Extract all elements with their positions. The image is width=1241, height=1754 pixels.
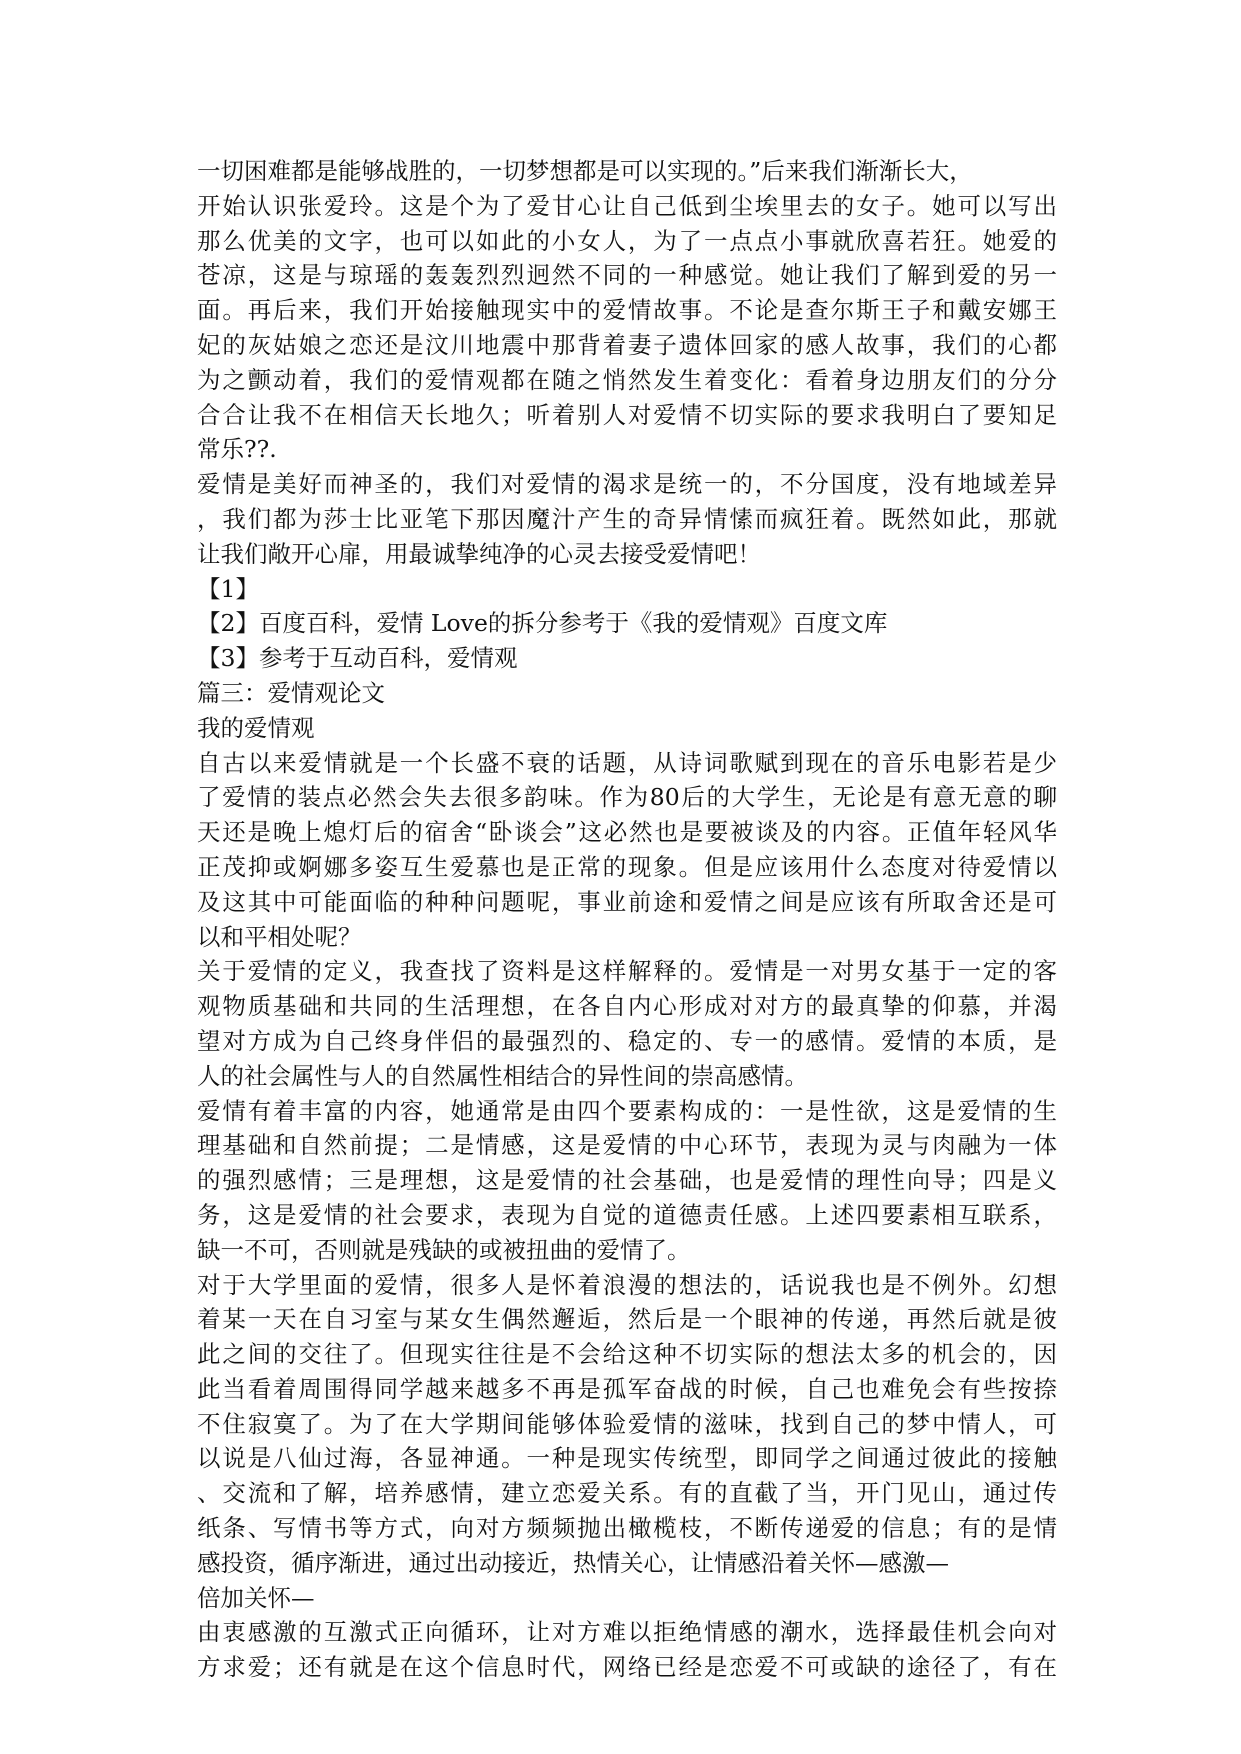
text-line: 【2】百度百科，爱情 Love的拆分参考于《我的爱情观》百度文库: [197, 609, 888, 638]
text-line: 让我们敞开心扉，用最诚挚纯净的心灵去接受爱情吧！: [197, 539, 761, 568]
text-line: 缺一不可，否则就是残缺的或被扭曲的爱情了。: [197, 1235, 691, 1264]
text-line: 观物质基础和共同的生活理想，在各自内心形成对对方的最真挚的仰慕，并渴: [197, 992, 1057, 1021]
text-line: 常乐??.: [197, 435, 277, 464]
text-line: 望对方成为自己终身伴侣的最强烈的、稳定的、专一的感情。爱情的本质，是: [197, 1026, 1057, 1055]
text-line: 【3】参考于互动百科，爱情观: [197, 644, 518, 673]
text-line: 关于爱情的定义，我查找了资料是这样解释的。爱情是一对男女基于一定的客: [197, 957, 1057, 986]
text-line: 面。再后来，我们开始接触现实中的爱情故事。不论是查尔斯王子和戴安娜王: [197, 296, 1057, 325]
text-line: 人的社会属性与人的自然属性相结合的异性间的崇高感情。: [197, 1061, 808, 1090]
text-line: ，我们都为莎士比亚笔下那因魔汁产生的奇异情愫而疯狂着。既然如此，那就: [197, 504, 1057, 533]
text-line: 纸条、写情书等方式，向对方频频抛出橄榄枝，不断传递爱的信息；有的是情: [197, 1514, 1057, 1543]
text-line: 理基础和自然前提；二是情感，这是爱情的中心环节，表现为灵与肉融为一体: [197, 1131, 1057, 1160]
document-body: [197, 154, 1057, 1685]
text-line: 以和平相处呢？: [197, 922, 362, 951]
text-line: 篇三：爱情观论文: [197, 678, 385, 707]
text-line: 此之间的交往了。但现实往往是不会给这种不切实际的想法太多的机会的，因: [197, 1340, 1057, 1369]
text-line: 开始认识张爱玲。这是个为了爱甘心让自己低到尘埃里去的女子。她可以写出: [197, 191, 1057, 220]
text-line: 合合让我不在相信天长地久；听着别人对爱情不切实际的要求我明白了要知足: [197, 400, 1057, 429]
text-line: 此当看着周围得同学越来越多不再是孤军奋战的时候，自己也难免会有些按捺: [197, 1374, 1057, 1403]
text-line: 由衷感激的互激式正向循环，让对方难以拒绝情感的潮水，选择最佳机会向对: [197, 1618, 1057, 1647]
text-line: 为之颤动着，我们的爱情观都在随之悄然发生着变化：看着身边朋友们的分分: [197, 365, 1057, 394]
text-line: 天还是晚上熄灯后的宿舍“卧谈会”这必然也是要被谈及的内容。正值年轻风华: [197, 818, 1057, 847]
text-line: 务，这是爱情的社会要求，表现为自觉的道德责任感。上述四要素相互联系，: [197, 1200, 1057, 1229]
text-line: 一切困难都是能够战胜的，一切梦想都是可以实现的。”后来我们渐渐长大，: [197, 157, 973, 185]
text-line: 以说是八仙过海，各显神通。一种是现实传统型，即同学之间通过彼此的接触: [197, 1444, 1057, 1473]
text-line: 我的爱情观: [197, 713, 315, 742]
text-line: 爱情有着丰富的内容，她通常是由四个要素构成的：一是性欲，这是爱情的生: [197, 1096, 1057, 1125]
text-line: 对于大学里面的爱情，很多人是怀着浪漫的想法的，话说我也是不例外。幻想: [197, 1270, 1057, 1299]
text-line: 了爱情的装点必然会失去很多韵味。作为80后的大学生，无论是有意无意的聊: [197, 783, 1057, 812]
text-line: 自古以来爱情就是一个长盛不衰的话题，从诗词歌赋到现在的音乐电影若是少: [197, 748, 1057, 777]
text-line: 爱情是美好而神圣的，我们对爱情的渴求是统一的，不分国度，没有地域差异: [197, 470, 1057, 499]
text-line: 【1】: [197, 574, 259, 603]
text-line: 着某一天在自习室与某女生偶然邂逅，然后是一个眼神的传递，再然后就是彼: [197, 1305, 1057, 1334]
text-line: 及这其中可能面临的种种问题呢，事业前途和爱情之间是应该有所取舍还是可: [197, 887, 1057, 916]
text-line: 苍凉，这是与琼瑶的轰轰烈烈迥然不同的一种感觉。她让我们了解到爱的另一: [197, 261, 1057, 290]
text-line: 不住寂寞了。为了在大学期间能够体验爱情的滋味，找到自己的梦中情人，可: [197, 1409, 1057, 1438]
text-line: 、交流和了解，培养感情，建立恋爱关系。有的直截了当，开门见山，通过传: [197, 1479, 1057, 1508]
text-line: 正茂抑或婀娜多姿互生爱慕也是正常的现象。但是应该用什么态度对待爱情以: [197, 852, 1057, 881]
text-line: 方求爱；还有就是在这个信息时代，网络已经是恋爱不可或缺的途径了，有在: [197, 1653, 1057, 1682]
text-line: 那么优美的文字，也可以如此的小女人，为了一点点小事就欣喜若狂。她爱的: [197, 226, 1057, 255]
text-line: 感投资，循序渐进，通过出动接近，热情关心，让情感沿着关怀—感激—: [197, 1548, 949, 1577]
text-line: 的强烈感情；三是理想，这是爱情的社会基础，也是爱情的理性向导；四是义: [197, 1166, 1057, 1195]
text-line: 倍加关怀—: [197, 1583, 315, 1612]
text-line: 妃的灰姑娘之恋还是汶川地震中那背着妻子遗体回家的感人故事，我们的心都: [197, 330, 1057, 359]
